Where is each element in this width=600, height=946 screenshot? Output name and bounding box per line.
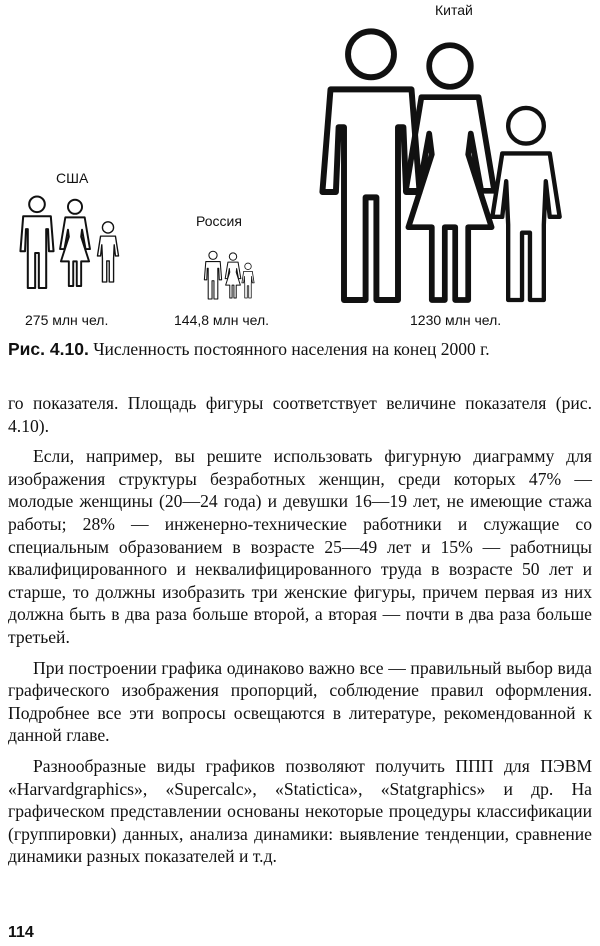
country-label-china: Китай bbox=[435, 2, 473, 18]
value-label-china: 1230 млн чел. bbox=[410, 312, 502, 328]
figure-caption-text: Численность постоянного населения на конец 2000 г. bbox=[93, 339, 490, 359]
figure-number: Рис. 4.10. bbox=[8, 339, 89, 359]
body-text bbox=[8, 392, 592, 876]
paragraph: Если, например, вы решите использовать фигурную диаграмму для изображения структуры безработных женщин, среди которых 47% — молодые женщины (20—24 года) и девушки 16—19 лет, не имеющие стажа работы; 28% — инженерно-технические работники и служащие со специальным образованием в возрасте 25—49 лет и 15% — работницы квалифицированного и неквалифицированного труда в возрасте 50 лет и старше, то должны изобразить три женские фигуры, причем первая из них должна быть в два раза больше второй, а вторая — почти в два раза больше третьей. bbox=[8, 446, 592, 647]
usa-family-icon bbox=[20, 196, 118, 288]
paragraph: При построении графика одинаково важно все — правильный выбор вида графического изображения пропорций, соблюдение правил оформления. Подробнее все эти вопросы освещаются в литературе, рекомендованной к данной главе. bbox=[8, 657, 592, 746]
pictogram-svg bbox=[0, 0, 600, 330]
china-family-icon bbox=[322, 31, 559, 300]
paragraph: го показателя. Площадь фигуры соответствует величине показателя (рис. 4.10). bbox=[8, 393, 592, 436]
value-label-russia: 144,8 млн чел. bbox=[174, 312, 270, 328]
value-label-usa: 275 млн чел. bbox=[25, 312, 109, 328]
population-pictogram bbox=[0, 0, 600, 330]
paragraph: Разнообразные виды графиков позволяют получить ППП для ПЭВМ «Harvardgraphics», «Supercalc», «Statictica», «Statgraphics» и др. На графическом представлении основаны некоторые процедуры классификации (группировки) данных, анализа динамики: выявление тенденции, сравнение динамики разных показателей и т.д. bbox=[8, 755, 592, 867]
page-number: 114 bbox=[8, 924, 34, 941]
figure-caption bbox=[8, 338, 596, 360]
country-label-russia: Россия bbox=[196, 213, 242, 229]
country-label-usa: США bbox=[56, 170, 89, 186]
russia-family-icon bbox=[204, 251, 254, 299]
